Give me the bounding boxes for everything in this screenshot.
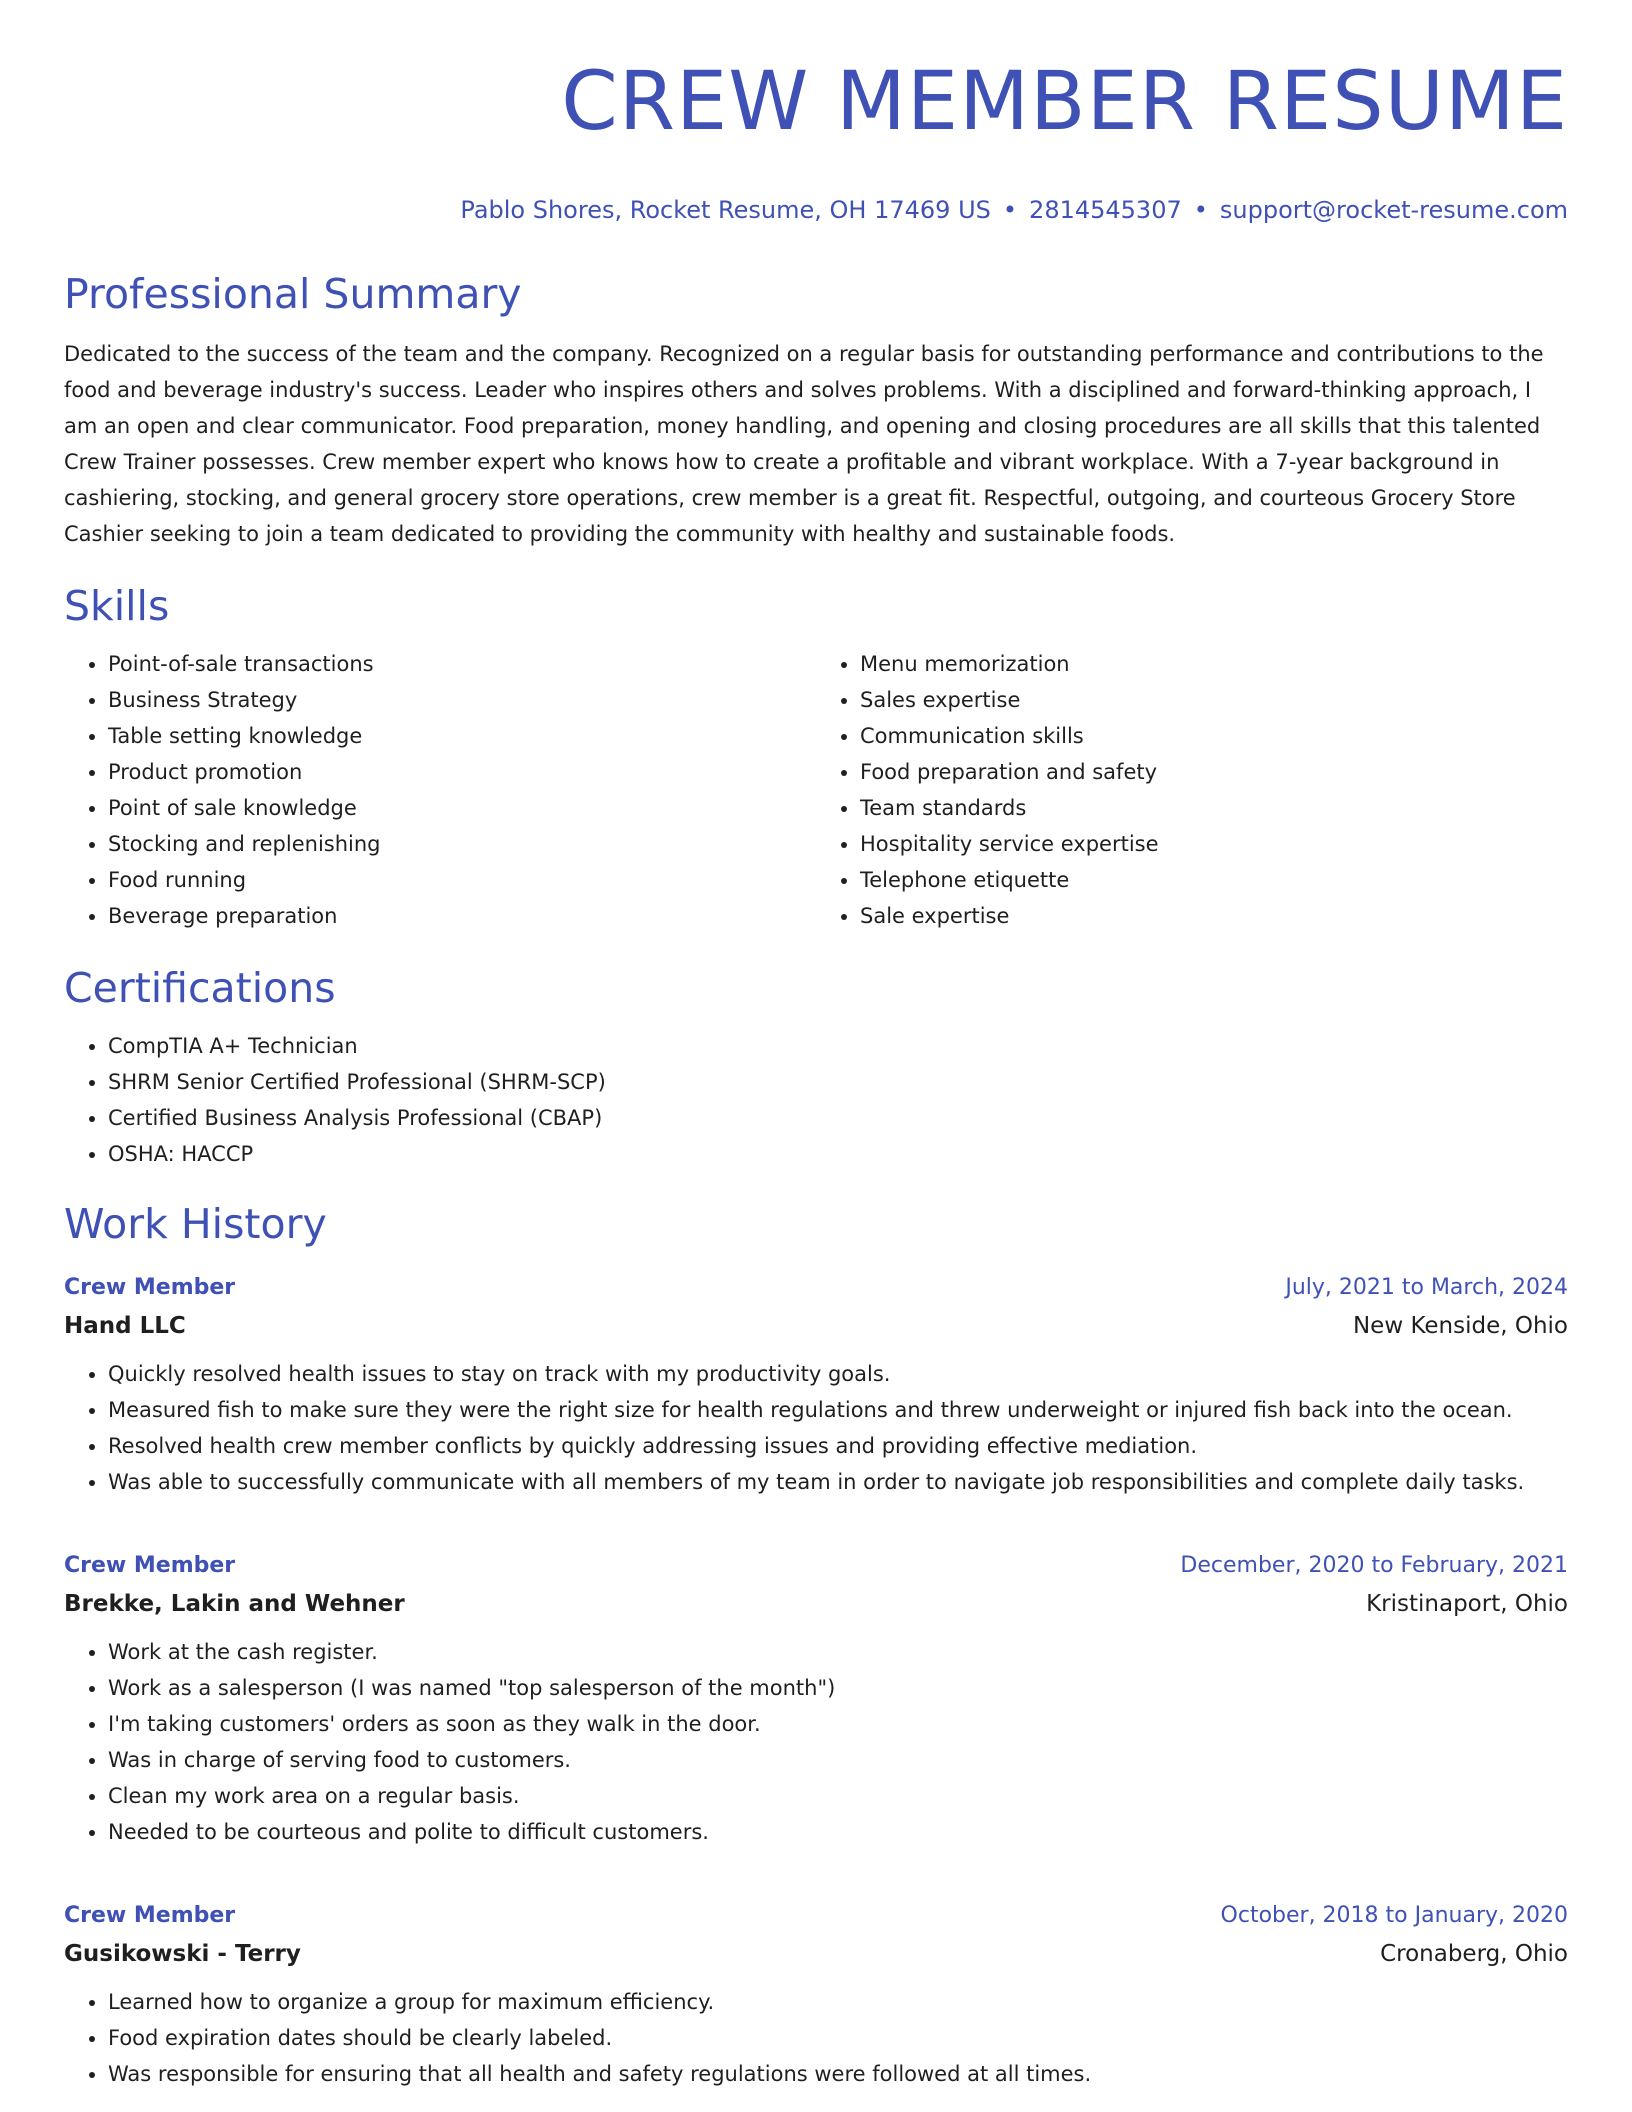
summary-heading: Professional Summary — [64, 270, 522, 318]
job-entry — [64, 1548, 1568, 1850]
job-bullets — [64, 1984, 1568, 2092]
job-bullet: • Clean my work area on a regular basis. — [108, 1778, 1568, 1814]
contact-phone[interactable]: 2814545307 — [1029, 196, 1182, 224]
job-company: Hand LLC — [64, 1313, 186, 1339]
skill-item: • Table setting knowledge — [108, 718, 816, 754]
job-entry — [64, 1898, 1568, 2092]
certifications-heading: Certifications — [64, 964, 336, 1012]
certification-item: • CompTIA A+ Technician — [108, 1028, 1568, 1064]
skill-item: • Business Strategy — [108, 682, 816, 718]
skill-item: • Beverage preparation — [108, 898, 816, 934]
job-bullet: • Work at the cash register. — [108, 1634, 1568, 1670]
job-location: New Kenside, Ohio — [1352, 1313, 1568, 1339]
work-history-heading: Work History — [64, 1200, 327, 1248]
job-bullet: • Measured fish to make sure they were the right size for health regulations and threw underweight or injured fish back into the ocean. — [108, 1392, 1568, 1428]
job-bullet: • Learned how to organize a group for maximum efficiency. — [108, 1984, 1568, 2020]
skills-list-left — [64, 646, 816, 934]
job-location: Kristinaport, Ohio — [1366, 1591, 1568, 1617]
job-location: Cronaberg, Ohio — [1380, 1941, 1568, 1967]
skill-item: • Communication skills — [860, 718, 1568, 754]
job-dates: October, 2018 to January, 2020 — [1220, 1903, 1568, 1928]
certification-item: • Certified Business Analysis Professional (CBAP) — [108, 1100, 1568, 1136]
contact-separator: • — [1002, 196, 1018, 224]
job-bullet: • Quickly resolved health issues to stay on track with my productivity goals. — [108, 1356, 1568, 1392]
job-company: Gusikowski - Terry — [64, 1941, 301, 1967]
certifications-list — [64, 1028, 1568, 1172]
resume-title: CREW MEMBER RESUME — [561, 55, 1568, 149]
job-bullet: • Food expiration dates should be clearly labeled. — [108, 2020, 1568, 2056]
skills-list-right — [816, 646, 1568, 934]
contact-address: Pablo Shores, Rocket Resume, OH 17469 US — [460, 196, 991, 224]
job-bullet: • Was in charge of serving food to customers. — [108, 1742, 1568, 1778]
job-bullet: • Was able to successfully communicate with all members of my team in order to navigate job responsibilities and complete daily tasks. — [108, 1464, 1568, 1500]
skills-heading: Skills — [64, 582, 170, 630]
skill-item: • Stocking and replenishing — [108, 826, 816, 862]
skill-item: • Food preparation and safety — [860, 754, 1568, 790]
summary-text: Dedicated to the success of the team and the company. Recognized on a regular basis for outstanding performance and contributions to the food and beverage industry's success. Leader who inspires others and solves problems. With a disciplined and forward-thinking approach, I am an open and clear communicator. Food preparation, money handling, and opening and closing procedures are all skills that this talented Crew Trainer possesses. Crew member expert who knows how to create a profitable and vibrant workplace. With a 7-year background in cashiering, stocking, and general grocery store operations, crew member is a great fit. Respectful, outgoing, and courteous Grocery Store Cashier seeking to join a team dedicated to providing the community with healthy and sustainable foods. — [64, 342, 1544, 546]
job-bullet: • Resolved health crew member conflicts by quickly addressing issues and providing effective mediation. — [108, 1428, 1568, 1464]
contact-line — [64, 194, 1568, 226]
job-bullet: • Work as a salesperson (I was named "top salesperson of the month") — [108, 1670, 1568, 1706]
job-dates: July, 2021 to March, 2024 — [1285, 1275, 1568, 1300]
job-bullets — [64, 1356, 1568, 1500]
job-bullet: • Was responsible for ensuring that all health and safety regulations were followed at all times. — [108, 2056, 1568, 2092]
skill-item: • Product promotion — [108, 754, 816, 790]
contact-email[interactable]: support@rocket-resume.com — [1219, 196, 1568, 224]
job-header-row — [64, 1898, 1568, 1934]
skill-item: • Sale expertise — [860, 898, 1568, 934]
job-entry — [64, 1270, 1568, 1500]
job-dates: December, 2020 to February, 2021 — [1180, 1553, 1568, 1578]
skill-item: • Team standards — [860, 790, 1568, 826]
skill-item: • Hospitality service expertise — [860, 826, 1568, 862]
skills-columns — [64, 646, 1568, 934]
contact-separator: • — [1193, 196, 1208, 224]
job-bullet: • Needed to be courteous and polite to difficult customers. — [108, 1814, 1568, 1850]
job-title: Crew Member — [64, 1903, 236, 1928]
job-company: Brekke, Lakin and Wehner — [64, 1591, 405, 1617]
skill-item: • Telephone etiquette — [860, 862, 1568, 898]
job-title: Crew Member — [64, 1275, 236, 1300]
job-company-row — [64, 1306, 1568, 1346]
job-bullet: • I'm taking customers' orders as soon as they walk in the door. — [108, 1706, 1568, 1742]
job-bullets — [64, 1634, 1568, 1850]
skill-item: • Menu memorization — [860, 646, 1568, 682]
certification-item: • SHRM Senior Certified Professional (SHRM-SCP) — [108, 1064, 1568, 1100]
job-company-row — [64, 1584, 1568, 1624]
skill-item: • Food running — [108, 862, 816, 898]
job-header-row — [64, 1270, 1568, 1306]
job-company-row — [64, 1934, 1568, 1974]
skill-item: • Point-of-sale transactions — [108, 646, 816, 682]
certification-item: • OSHA: HACCP — [108, 1136, 1568, 1172]
job-title: Crew Member — [64, 1553, 236, 1578]
skill-item: • Point of sale knowledge — [108, 790, 816, 826]
skill-item: • Sales expertise — [860, 682, 1568, 718]
job-header-row — [64, 1548, 1568, 1584]
